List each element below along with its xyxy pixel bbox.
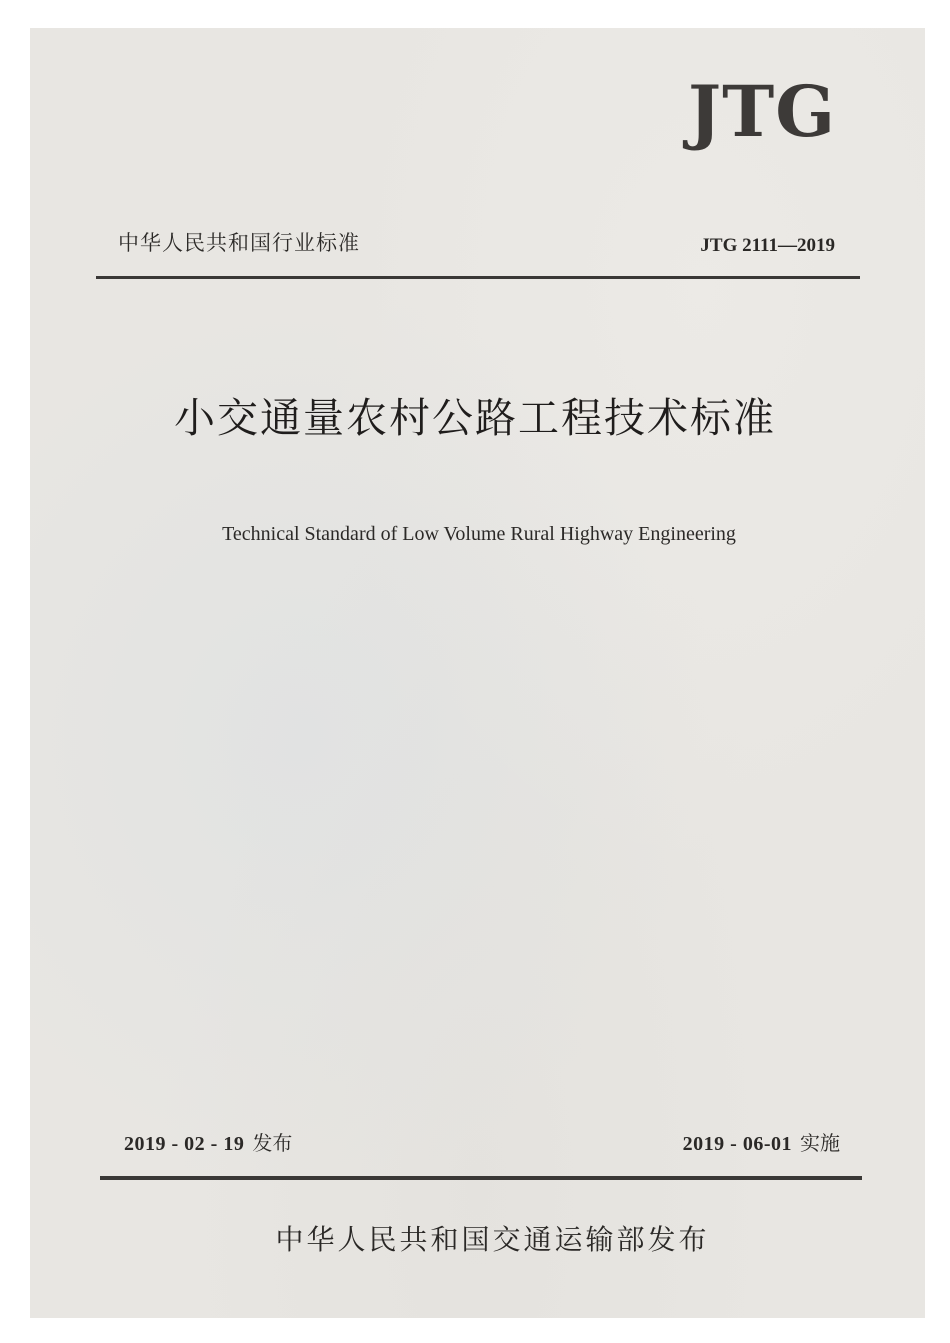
title-chinese: 小交通量农村公路工程技术标准 <box>174 394 776 442</box>
implementation-date: 2019 - 06-01 <box>682 1133 792 1155</box>
issue-date-line <box>124 1128 292 1159</box>
implementation-date-line <box>683 1128 840 1159</box>
issue-date: 2019 - 02 - 19 <box>124 1133 245 1155</box>
issue-label: 发布 <box>252 1131 293 1155</box>
publisher: 中华人民共和国交通运输部发布 <box>275 1223 710 1256</box>
bottom-divider <box>100 1176 862 1180</box>
implementation-label: 实施 <box>800 1131 840 1155</box>
standard-code: JTG 2111—2019 <box>700 235 835 256</box>
top-divider <box>96 276 860 279</box>
industry-standard-label: 中华人民共和国行业标准 <box>118 231 360 255</box>
document-cover <box>30 28 925 1318</box>
jtg-logo: JTG <box>688 70 836 153</box>
title-english: Technical Standard of Low Volume Rural Highway Engineering <box>222 523 736 545</box>
